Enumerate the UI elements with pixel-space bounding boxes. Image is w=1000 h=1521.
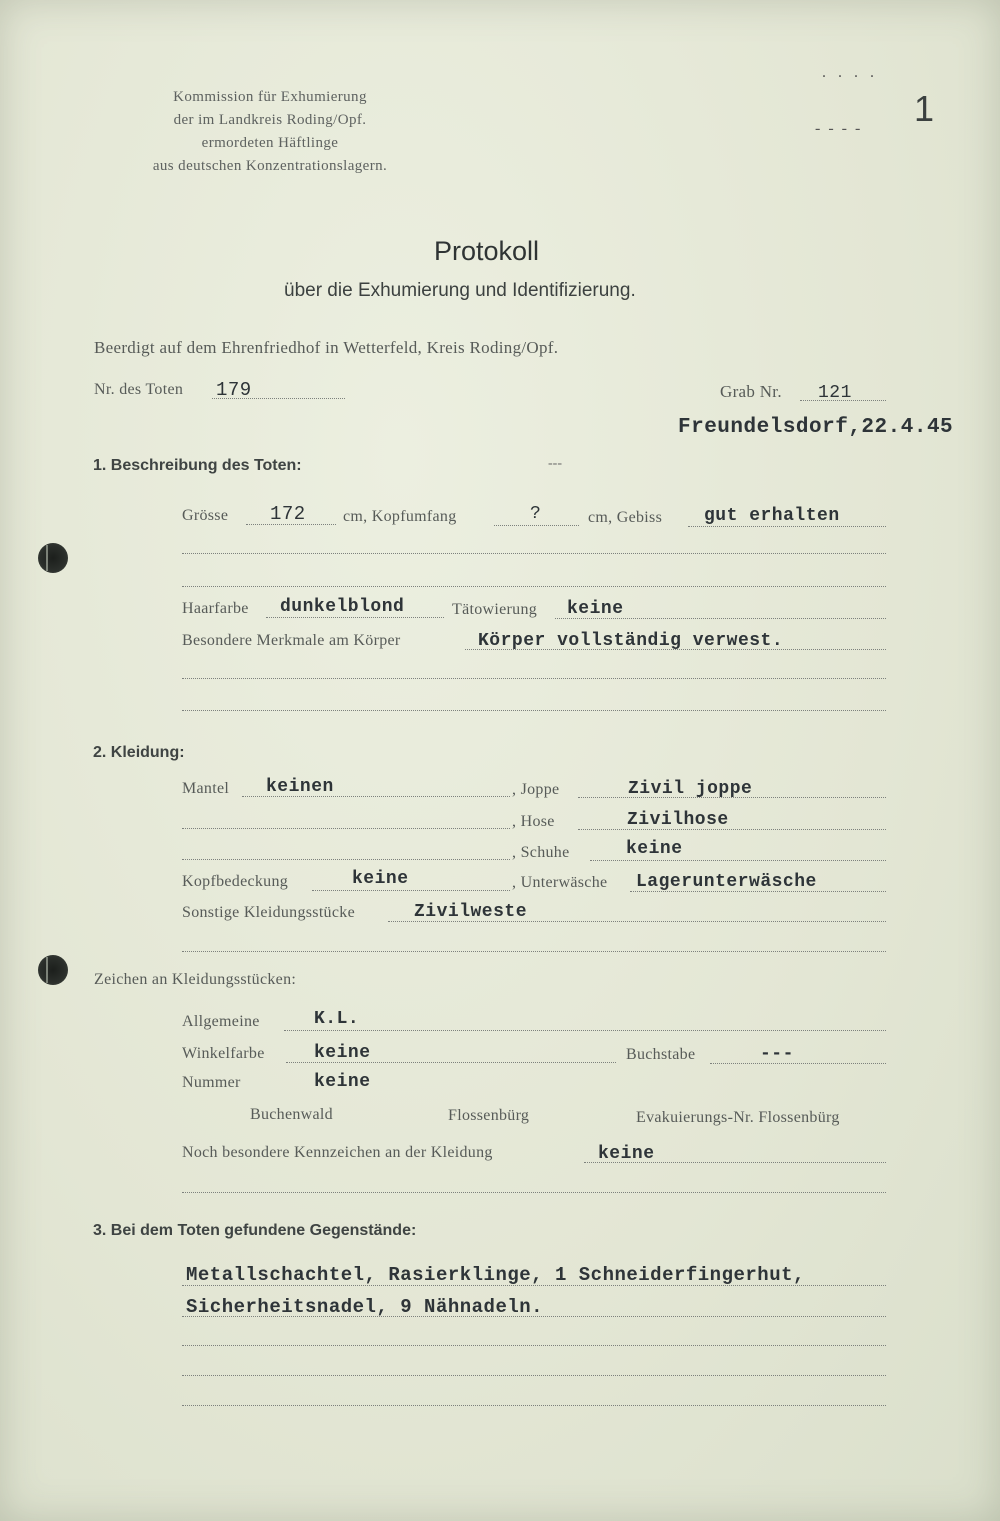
other-marks-value: keine xyxy=(598,1144,655,1164)
coat-label: Mantel xyxy=(182,780,230,797)
head-circumference-label: cm, Kopfumfang xyxy=(343,508,457,525)
page-number: 1 xyxy=(914,88,935,129)
teeth-value: gut erhalten xyxy=(704,506,840,526)
general-value: K.L. xyxy=(314,1009,360,1029)
section-2-heading: 2. Kleidung: xyxy=(93,744,185,761)
jacket-value: Zivil joppe xyxy=(628,779,753,799)
other-marks-label: Noch besondere Kennzeichen an der Kleidung xyxy=(182,1144,493,1161)
document-title: Protokoll xyxy=(434,236,540,266)
coat-value: keinen xyxy=(266,777,334,797)
grave-nr-value: 121 xyxy=(818,383,852,403)
clothing-marks-heading: Zeichen an Kleidungsstücken: xyxy=(94,971,297,988)
size-value: 172 xyxy=(270,503,306,525)
shoes-value: keine xyxy=(626,839,683,859)
underwear-label: , Unterwäsche xyxy=(512,874,608,891)
punch-hole-icon xyxy=(38,955,68,985)
teeth-label: cm, Gebiss xyxy=(588,509,663,526)
commission-line-2: der im Landkreis Roding/Opf. xyxy=(173,112,367,128)
general-label: Allgemeine xyxy=(182,1013,260,1030)
number-value: keine xyxy=(314,1072,371,1092)
body-marks-value: Körper vollständig verwest. xyxy=(478,631,784,651)
dead-nr-value: 179 xyxy=(216,379,252,401)
shoes-label: , Schuhe xyxy=(512,844,570,861)
items-line-1: Metallschachtel, Rasierklinge, 1 Schneiderfingerhut, xyxy=(186,1264,805,1286)
number-label: Nummer xyxy=(182,1074,241,1091)
other-clothing-label: Sonstige Kleidungsstücke xyxy=(182,904,355,921)
trousers-label: , Hose xyxy=(512,813,555,830)
section-1-dash: --- xyxy=(548,456,562,471)
top-dashes: - - - - xyxy=(815,120,863,137)
top-dots: . . . . xyxy=(822,64,878,81)
place-date: Freundelsdorf,22.4.45 xyxy=(678,416,954,439)
punch-hole-icon xyxy=(38,543,68,573)
burial-location: Beerdigt auf dem Ehrenfriedhof in Wetterfeld, Kreis Roding/Opf. xyxy=(94,338,559,357)
section-1-heading: 1. Beschreibung des Toten: xyxy=(93,457,302,474)
letter-label: Buchstabe xyxy=(626,1046,696,1063)
flossenbuerg-label: Flossenbürg xyxy=(448,1107,530,1124)
other-clothing-value: Zivilweste xyxy=(414,902,528,922)
trousers-value: Zivilhose xyxy=(627,810,729,830)
underwear-value: Lagerunterwäsche xyxy=(636,872,817,892)
dead-nr-label: Nr. des Toten xyxy=(94,381,184,398)
triangle-color-value: keine xyxy=(314,1043,371,1063)
headwear-label: Kopfbedeckung xyxy=(182,873,289,890)
section-3-heading: 3. Bei dem Toten gefundene Gegenstände: xyxy=(93,1222,417,1239)
letter-value: --- xyxy=(760,1044,794,1064)
body-marks-label: Besondere Merkmale am Körper xyxy=(182,632,401,649)
jacket-label: , Joppe xyxy=(512,781,560,798)
hair-color-value: dunkelblond xyxy=(280,597,405,617)
evacuation-label: Evakuierungs-Nr. Flossenbürg xyxy=(636,1109,840,1126)
tattoo-value: keine xyxy=(567,599,624,619)
commission-line-3: ermordeten Häftlinge xyxy=(201,135,339,151)
items-line-2: Sicherheitsnadel, 9 Nähnadeln. xyxy=(186,1296,544,1318)
buchenwald-label: Buchenwald xyxy=(250,1106,333,1123)
size-label: Grösse xyxy=(182,507,229,524)
commission-line-1: Kommission für Exhumierung xyxy=(173,89,367,105)
commission-line-4: aus deutschen Konzentrationslagern. xyxy=(152,158,388,174)
triangle-color-label: Winkelfarbe xyxy=(182,1045,265,1062)
hair-color-label: Haarfarbe xyxy=(182,600,249,617)
headwear-value: keine xyxy=(352,869,409,889)
head-circumference-value: ? xyxy=(530,504,542,524)
commission-header xyxy=(100,86,440,178)
grave-nr-label: Grab Nr. xyxy=(720,382,782,401)
tattoo-label: Tätowierung xyxy=(452,601,538,618)
document-subtitle: über die Exhumierung und Identifizierung. xyxy=(284,280,636,301)
